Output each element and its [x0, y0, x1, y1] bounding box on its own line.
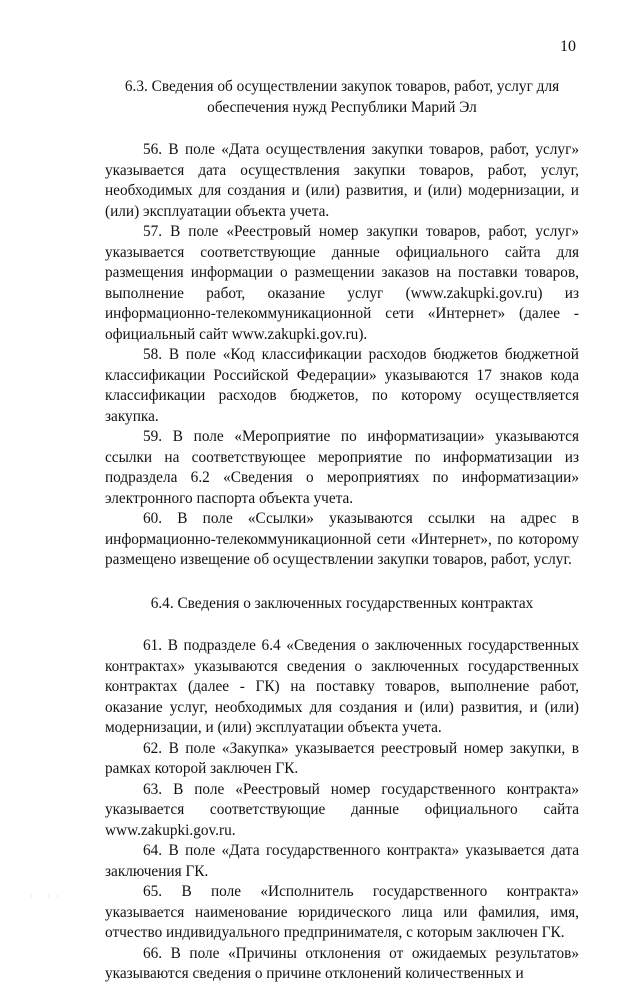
- section-heading-6-3: 6.3. Сведения об осуществлении закупок товаров, работ, услуг для обеспечения нужд Республики Марий Эл: [124, 78, 560, 116]
- section-heading-6-4: 6.4. Сведения о заключенных государственных контрактах: [150, 594, 534, 612]
- paragraph-65: 65. В поле «Исполнитель государственного контракта» указывается наименование юридического лица или фамилия, имя, отчество индивидуального предпринимателя, с которым заключен ГК.: [105, 883, 579, 941]
- paragraph-62: 62. В поле «Закупка» указывается реестровый номер закупки, в рамках которой заключен ГК.: [105, 739, 579, 777]
- paragraph-58: 58. В поле «Код классификации расходов бюджетов бюджетной классификации Российской Федерации» указываются 17 знаков кода классификации расходов бюджетов, по которому осуществляется закупка.: [105, 346, 579, 425]
- paragraph-56: 56. В поле «Дата осуществления закупки товаров, работ, услуг» указывается дата осуществления закупки товаров, работ, услуг, необходимых для создания и (или) развития, и (или) модернизации, и (или) эксплуатации объекта учета.: [105, 141, 579, 220]
- document-body: [105, 77, 579, 985]
- paragraph-64: 64. В поле «Дата государственного контракта» указывается дата заключения ГК.: [105, 842, 579, 880]
- paragraph-66: 66. В поле «Причины отклонения от ожидаемых результатов» указываются сведения о причине отклонений количественных и: [105, 944, 579, 982]
- page-number: 10: [560, 38, 576, 55]
- paragraph-57: 57. В поле «Реестровый номер закупки товаров, работ, услуг» указывается соответствующие данные официального сайта для размещения информации о размещении заказов на поставки товаров, выполнение работ, оказание услуг (www.zakupki.gov.ru) из информационно-телекоммуникационной сети «Интернет» (далее - официальный сайт www.zakupki.gov.ru).: [105, 223, 579, 343]
- scan-artifact: · · · ·: [30, 892, 61, 901]
- paragraph-61: 61. В подразделе 6.4 «Сведения о заключенных государственных контрактах» указываются сведения о заключенных государственных контрактах (далее - ГК) на поставку товаров, выполнение работ, оказание услуг, необходимых для создания и (или) развития, и (или) модернизации, и (или) эксплуатации объекта учета.: [105, 637, 579, 736]
- paragraph-59: 59. В поле «Мероприятие по информатизации» указываются ссылки на соответствующее мероприятие по информатизации из подраздела 6.2 «Сведения о мероприятиях по информатизации» электронного паспорта объекта учета.: [105, 428, 579, 507]
- paragraph-60: 60. В поле «Ссылки» указываются ссылки на адрес в информационно-телекоммуникационной сети «Интернет», по которому размещено извещение об осуществлении закупки товаров, работ, услуг.: [105, 510, 579, 568]
- paragraph-63: 63. В поле «Реестровый номер государственного контракта» указывается соответствующие данные официального сайта www.zakupki.gov.ru.: [105, 780, 579, 839]
